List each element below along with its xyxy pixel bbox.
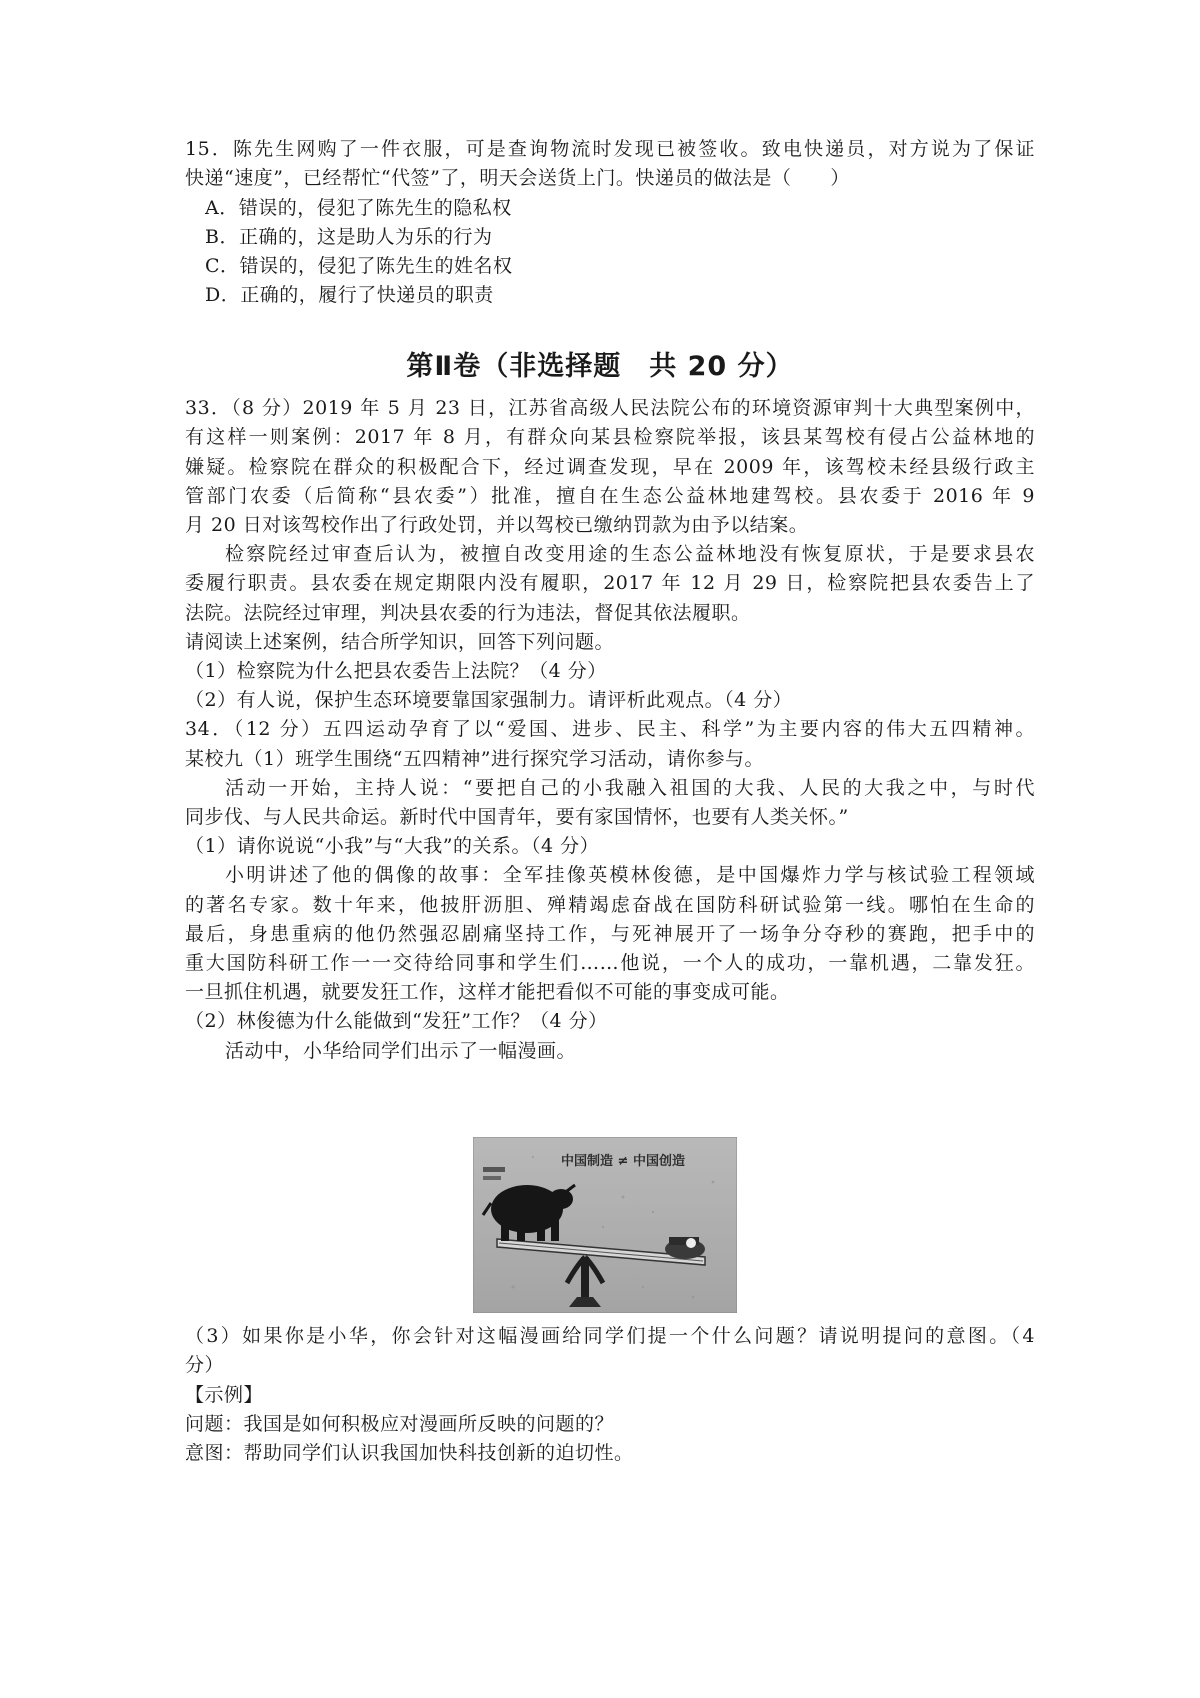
q34-sub-question-2: （2）林俊德为什么能做到“发狂”工作？（4 分） (185, 1010, 608, 1032)
q34-sub-question-1: （1）请你说说“小我”与“大我”的关系。（4 分） (185, 835, 600, 857)
q15-stem-line-2: 快递“速度”，已经帮忙“代签”了，明天会送货上门。快递员的做法是（ ） (185, 167, 850, 189)
q33-line-2: 有这样一则案例：2017 年 8 月，有群众向某县检察院举报，该县某驾校有侵占公益林地的 (185, 426, 1035, 448)
q34-activity1-line-2: 同步伐、与人民共命运。新时代中国青年，要有家国情怀，也要有人类关怀。” (185, 806, 849, 828)
q15-option-c: C．错误的，侵犯了陈先生的姓名权 (205, 255, 513, 277)
q34-intro-line-2: 某校九（1）班学生围绕“五四精神”进行探究学习活动，请你参与。 (185, 748, 765, 770)
example-intent: 意图：帮助同学们认识我国加快科技创新的迫切性。 (185, 1442, 634, 1464)
q33-para2-line-2: 委履行职责。县农委在规定期限内没有履职，2017 年 12 月 29 日，检察院把县农委告上了 (185, 572, 1035, 594)
q15-option-a: A．错误的，侵犯了陈先生的隐私权 (205, 197, 512, 219)
example-label: 【示例】 (185, 1384, 264, 1406)
q34-intro-line-1: 34．（12 分）五四运动孕育了以“爱国、进步、民主、科学”为主要内容的伟大五四精神。 (185, 718, 1035, 740)
q34-sub-question-3-line-1: （3）如果你是小华，你会针对这幅漫画给同学们提一个什么问题？请说明提问的意图。（4 (185, 1325, 1035, 1347)
q33-line-4: 管部门农委（后简称“县农委”）批准，擅自在生态公益林地建驾校。县农委于 2016 年 9 (185, 485, 1035, 507)
q34-story-line-4: 重大国防科研工作一一交待给同事和学生们……他说，一个人的成功，一靠机遇，二靠发狂。 (185, 952, 1035, 974)
q34-activity2: 活动中，小华给同学们出示了一幅漫画。 (225, 1040, 577, 1062)
cartoon-image (473, 1137, 737, 1313)
q34-sub-question-3-line-2: 分） (185, 1354, 225, 1376)
q34-story-line-5: 一旦抓住机遇，就要发狂工作，这样才能把看似不可能的事变成可能。 (185, 981, 790, 1003)
q33-instruction: 请阅读上述案例，结合所学知识，回答下列问题。 (185, 631, 615, 653)
q34-story-line-1: 小明讲述了他的偶像的故事：全军挂像英模林俊德，是中国爆炸力学与核试验工程领域 (225, 864, 1035, 886)
q34-story-line-2: 的著名专家。数十年来，他披肝沥胆、殚精竭虑奋战在国防科研试验第一线。哪怕在生命的 (185, 894, 1035, 916)
q34-story-line-3: 最后，身患重病的他仍然强忍剧痛坚持工作，与死神展开了一场争分夺秒的赛跑，把手中的 (185, 923, 1035, 945)
q33-sub-question-2: （2）有人说，保护生态环境要靠国家强制力。请评析此观点。（4 分） (185, 689, 793, 711)
q33-para2-line-1: 检察院经过审查后认为，被擅自改变用途的生态公益林地没有恢复原状，于是要求县农 (225, 543, 1035, 565)
q15-stem-line-1: 15．陈先生网购了一件衣服，可是查询物流时发现已被签收。致电快递员，对方说为了保证 (185, 138, 1035, 160)
section-title: 第Ⅱ卷（非选择题 共 20 分） (406, 351, 794, 382)
q33-line-5: 月 20 日对该驾校作出了行政处罚，并以驾校已缴纳罚款为由予以结案。 (185, 514, 809, 536)
q33-line-1: 33．（8 分）2019 年 5 月 23 日，江苏省高级人民法院公布的环境资源审判十大典型案例中， (185, 397, 1035, 419)
q33-sub-question-1: （1）检察院为什么把县农委告上法院？（4 分） (185, 660, 607, 682)
example-question: 问题：我国是如何积极应对漫画所反映的问题的？ (185, 1413, 615, 1435)
q33-para2-line-3: 法院。法院经过审理，判决县农委的行为违法，督促其依法履职。 (185, 602, 751, 624)
q15-option-b: B．正确的，这是助人为乐的行为 (205, 226, 493, 248)
q15-option-d: D．正确的，履行了快递员的职责 (205, 284, 494, 306)
q34-activity1-line-1: 活动一开始，主持人说：“要把自己的小我融入祖国的大我、人民的大我之中，与时代 (225, 777, 1035, 799)
q33-line-3: 嫌疑。检察院在群众的积极配合下，经过调查发现，早在 2009 年，该驾校未经县级行政主 (185, 456, 1035, 478)
cartoon-caption: 中国制造 ≠ 中国创造 (561, 1154, 685, 1169)
